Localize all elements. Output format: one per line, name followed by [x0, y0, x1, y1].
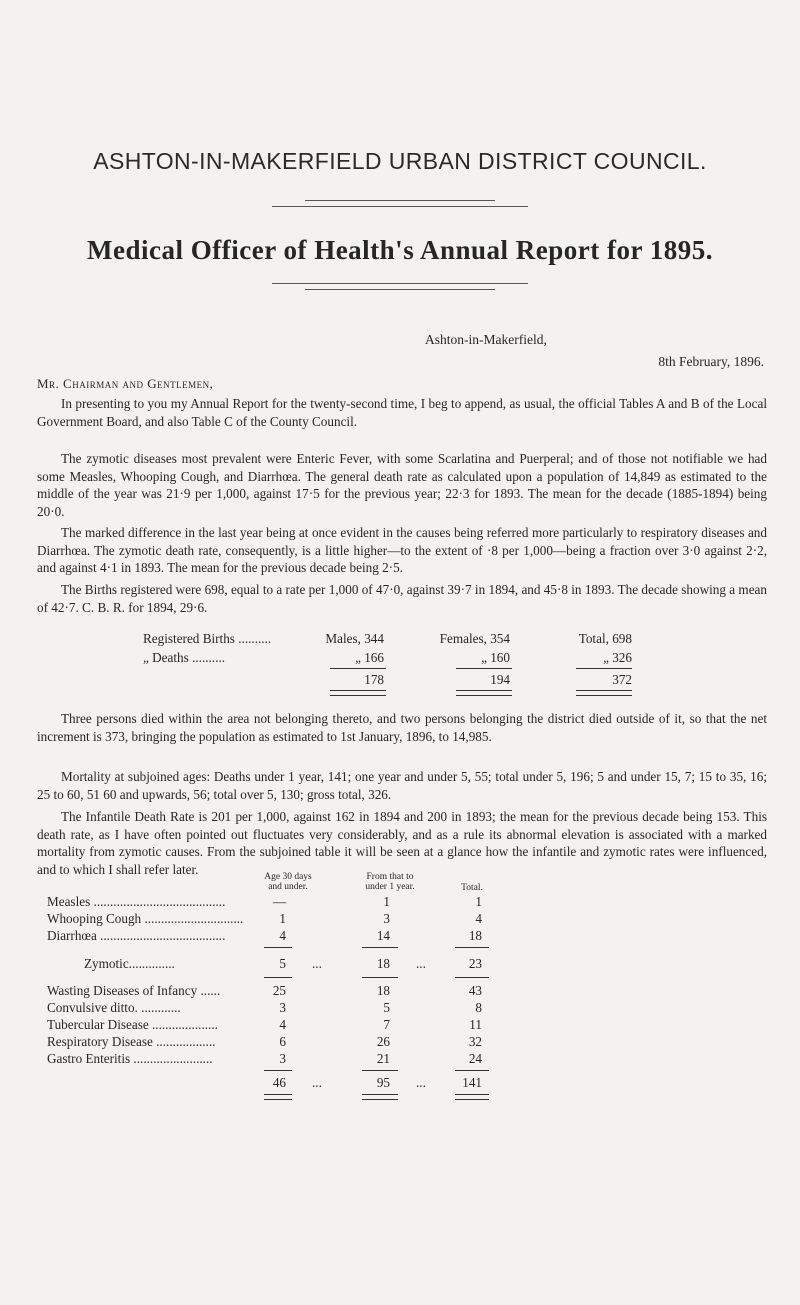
row-value: 6: [279, 1034, 286, 1049]
sum-line: [362, 1070, 398, 1071]
row-label: Measles ........................................: [47, 894, 226, 909]
col-header: and under.: [268, 882, 308, 892]
row-label: Convulsive ditto. ............: [47, 1000, 181, 1015]
row-value: 5: [383, 1000, 390, 1015]
sum-line: [264, 947, 292, 948]
paragraph: In presenting to you my Annual Report for the twenty-second time, I beg to append, as usual, the official Tables A and B of the Local Government Board, and also Table C of the County Council.: [37, 396, 767, 429]
double-rule: [264, 1094, 292, 1100]
paragraph: The marked difference in the last year being at once evident in the causes being referred more particularly to respiratory diseases and Diarrhœa. The zymotic death rate, consequently, is a little higher—to the extent of ·8 per 1,000—being a fraction over 3·0 against 2·2, and against 4·1 in 1893. The mean for the previous decade being 2·5.: [37, 525, 767, 575]
row-value: 8: [475, 1000, 482, 1015]
row-value: 3: [279, 1000, 286, 1015]
births-females: Females, 354: [439, 631, 510, 646]
row-value: —: [272, 894, 286, 909]
divider: [272, 206, 528, 207]
letter-place: Ashton-in-Makerfield,: [425, 332, 547, 347]
grand-total-value: 141: [462, 1075, 482, 1090]
births-label: Registered Births ..........: [143, 631, 272, 646]
deaths-total: „ 326: [603, 650, 632, 665]
divider: [305, 200, 495, 201]
sum-line: [362, 977, 398, 978]
row-value: 18: [376, 956, 390, 971]
zymotic-total-label: Zymotic..............: [84, 956, 175, 971]
sum-line: [456, 668, 512, 669]
sum-line: [362, 947, 398, 948]
row-value: 32: [468, 1034, 482, 1049]
divider: [305, 289, 495, 290]
row-value: 14: [376, 928, 390, 943]
row-value: 1: [475, 894, 482, 909]
row-value: 26: [376, 1034, 390, 1049]
paragraph: The Infantile Death Rate is 201 per 1,000, against 162 in 1894 and 200 in 1893; the mean for the previous decade being 153. This death rate, as I have often pointed out fluctuates very considerably, and as a rule its abnormal elevation is associated with a marked mortality from zymotic causes. From the subjoined table it will be seen at a glance how the infantile and zymotic rates were influenced, and to which I shall refer later.: [37, 809, 767, 877]
row-value: 3: [279, 1051, 286, 1066]
sum-line: [264, 1070, 292, 1071]
row-label: Respiratory Disease ..................: [47, 1034, 216, 1049]
paragraph: Three persons died within the area not belonging thereto, and two persons belonging the district died outside of it, so that the net increment is 373, bringing the population as estimated to 1st January, 1896, to 14,985.: [37, 711, 767, 744]
row-value: 18: [376, 983, 390, 998]
deaths-males: „ 166: [355, 650, 384, 665]
sum-females: 194: [490, 672, 510, 687]
report-title: Medical Officer of Health's Annual Report for 1895.: [87, 235, 713, 265]
paragraph: Mortality at subjoined ages: Deaths under 1 year, 141; one year and under 5, 55; total under 5, 196; 5 and under 15, 7; 15 to 35, 16; 25 to 60, 51 60 and upwards, 56; total over 5, 130; gross total, 326.: [37, 769, 767, 802]
sum-line: [576, 668, 632, 669]
row-value: 4: [279, 928, 286, 943]
sum-line: [264, 977, 292, 978]
row-value: 1: [279, 911, 286, 926]
row-label: Diarrhœa ......................................: [47, 928, 226, 943]
row-value: 7: [383, 1017, 390, 1032]
row-value: 11: [469, 1017, 482, 1032]
paragraph: The zymotic diseases most prevalent were Enteric Fever, with some Scarlatina and Puerperal; and of those not notifiable we had some Measles, Whooping Cough, and Diarrhœa. The general death rate as calculated upon a population of 14,849 as estimated to the middle of the year was 21·9 per 1,000, against 17·5 for the previous year; 22·3 for 1893. The mean for the decade (1885-1894) being 20·0.: [37, 451, 767, 519]
salutation: Mr. Chairman and Gentlemen,: [37, 376, 214, 391]
sum-males: 178: [364, 672, 384, 687]
dots: ...: [416, 956, 426, 971]
dots: ...: [416, 1075, 426, 1090]
row-label: Gastro Enteritis ........................: [47, 1051, 213, 1066]
grand-total-value: 46: [272, 1075, 286, 1090]
letter-date: 8th February, 1896.: [658, 354, 764, 369]
double-rule: [330, 690, 386, 696]
paragraph: The Births registered were 698, equal to a rate per 1,000 of 47·0, against 39·7 in 1894, and 45·8 in 1893. The decade showing a mean of 42·7. C. B. R. for 1894, 29·6.: [37, 582, 767, 615]
sum-line: [455, 947, 489, 948]
dots: ...: [312, 1075, 322, 1090]
row-value: 4: [279, 1017, 286, 1032]
row-value: 43: [468, 983, 482, 998]
row-value: 1: [383, 894, 390, 909]
divider: [272, 283, 528, 284]
row-value: 4: [475, 911, 482, 926]
dots: ...: [312, 956, 322, 971]
col-header: Total.: [461, 883, 483, 893]
double-rule: [576, 690, 632, 696]
sum-line: [455, 1070, 489, 1071]
council-heading: ASHTON-IN-MAKERFIELD URBAN DISTRICT COUNCIL.: [93, 148, 707, 174]
deaths-females: „ 160: [481, 650, 510, 665]
row-value: 18: [468, 928, 482, 943]
row-value: 21: [376, 1051, 390, 1066]
row-value: 25: [272, 983, 286, 998]
double-rule: [362, 1094, 398, 1100]
col-header: Age 30 days: [264, 872, 312, 882]
sum-total: 372: [612, 672, 632, 687]
row-value: 23: [468, 956, 482, 971]
deaths-label: „ Deaths ..........: [143, 650, 226, 665]
sum-line: [330, 668, 386, 669]
col-header: under 1 year.: [365, 882, 415, 892]
row-label: Tubercular Disease ....................: [47, 1017, 218, 1032]
births-males: Males, 344: [325, 631, 384, 646]
double-rule: [455, 1094, 489, 1100]
double-rule: [456, 690, 512, 696]
births-total: Total, 698: [578, 631, 632, 646]
row-value: 3: [383, 911, 390, 926]
sum-line: [455, 977, 489, 978]
row-value: 24: [468, 1051, 482, 1066]
grand-total-value: 95: [376, 1075, 390, 1090]
row-label: Whooping Cough ..............................: [47, 911, 244, 926]
row-label: Wasting Diseases of Infancy ......: [47, 983, 221, 998]
row-value: 5: [279, 956, 286, 971]
col-header: From that to: [366, 872, 414, 882]
